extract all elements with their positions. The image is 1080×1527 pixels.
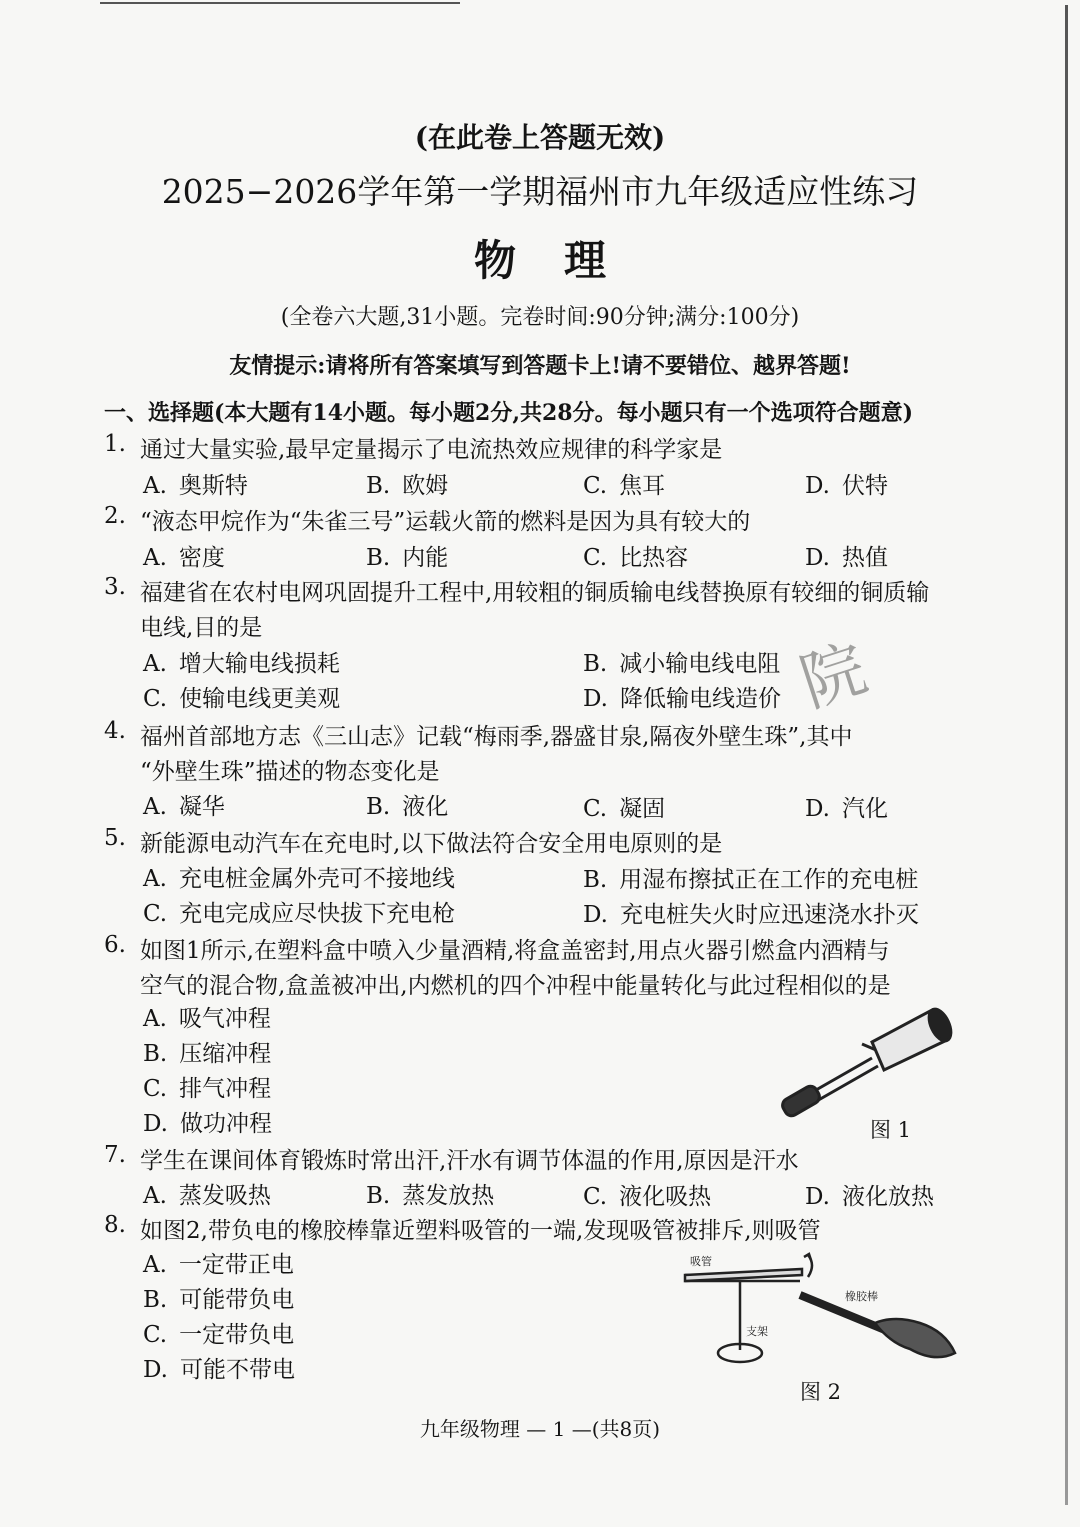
option-d: D. 热值	[805, 545, 888, 571]
answer-invalid-notice: (在此卷上答题无效)	[414, 121, 666, 154]
option-b: B. 可能带负电	[143, 1287, 295, 1313]
option-c: C. 排气冲程	[143, 1076, 272, 1102]
question-text: 福州首部地方志《三山志》记载“梅雨季,器盛甘泉,隔夜外壁生珠”,其中	[140, 724, 853, 750]
option-b: B. 减小输电线电阻	[583, 651, 781, 677]
option-a: A. 增大输电线损耗	[143, 651, 340, 677]
figure-1-caption: 图 1	[870, 1118, 912, 1142]
option-a: A. 奥斯特	[143, 473, 248, 499]
option-c: C. 充电完成应尽快拔下充电枪	[143, 901, 456, 927]
question-number: 1.	[104, 431, 126, 457]
option-b: B. 压缩冲程	[143, 1041, 272, 1067]
question-number: 4.	[104, 718, 126, 744]
figure-1-igniter-box	[772, 1000, 972, 1120]
option-b: B. 液化	[366, 794, 449, 820]
question-text: “液态甲烷作为“朱雀三号”运载火箭的燃料是因为具有较大的	[140, 509, 751, 535]
question-number: 7.	[104, 1142, 126, 1168]
option-b: B. 欧姆	[366, 473, 449, 499]
question-number: 8.	[104, 1212, 126, 1238]
option-d: D. 液化放热	[805, 1184, 934, 1210]
watermark-stamp: 院	[791, 631, 876, 722]
exam-info: (全卷六大题,31小题。完卷时间:90分钟;满分:100分)	[280, 305, 800, 330]
figure-2-straw-label: 吸管	[690, 1255, 712, 1268]
option-c: C. 比热容	[583, 545, 689, 571]
subject-title: 物理	[473, 236, 654, 285]
question-text: 如图1所示,在塑料盒中喷入少量酒精,将盒盖密封,用点火器引燃盒内酒精与	[140, 938, 890, 964]
question-number: 5.	[104, 825, 126, 851]
option-a: A. 凝华	[143, 794, 225, 820]
question-text-continued: 空气的混合物,盒盖被冲出,内燃机的四个冲程中能量转化与此过程相似的是	[140, 973, 891, 999]
option-d: D. 伏特	[805, 473, 888, 499]
option-c: C. 焦耳	[583, 473, 666, 499]
question-text: 新能源电动汽车在充电时,以下做法符合安全用电原则的是	[140, 831, 723, 857]
option-b: B. 用湿布擦拭正在工作的充电桩	[583, 867, 919, 893]
figure-2-caption: 图 2	[800, 1380, 842, 1404]
question-text: 通过大量实验,最早定量揭示了电流热效应规律的科学家是	[140, 437, 723, 463]
option-c: C. 凝固	[583, 796, 666, 822]
option-a: A. 充电桩金属外壳可不接地线	[143, 866, 455, 892]
page-footer: 九年级物理 — 1 —(共8页)	[419, 1417, 661, 1441]
option-d: D. 降低输电线造价	[583, 686, 781, 712]
question-text: 学生在课间体育锻炼时常出汗,汗水有调节体温的作用,原因是汗水	[140, 1148, 799, 1174]
option-c: C. 一定带负电	[143, 1322, 295, 1348]
question-text-continued: 电线,目的是	[140, 615, 263, 641]
option-d: D. 充电桩失火时应迅速浇水扑灭	[583, 902, 919, 928]
option-c: C. 使输电线更美观	[143, 686, 341, 712]
option-d: D. 汽化	[805, 796, 888, 822]
option-b: B. 蒸发放热	[366, 1183, 495, 1209]
option-d: D. 可能不带电	[143, 1357, 295, 1383]
option-a: A. 一定带正电	[143, 1252, 294, 1278]
option-a: A. 密度	[143, 545, 225, 571]
top-edge-line	[100, 2, 460, 4]
figure-2-rod-label: 橡胶棒	[845, 1290, 878, 1303]
option-c: C. 液化吸热	[583, 1184, 712, 1210]
question-text: 如图2,带负电的橡胶棒靠近塑料吸管的一端,发现吸管被排斥,则吸管	[140, 1218, 821, 1244]
option-a: A. 吸气冲程	[143, 1006, 271, 1032]
option-a: A. 蒸发吸热	[143, 1183, 271, 1209]
exam-title: 2025−2026学年第一学期福州市九年级适应性练习	[161, 172, 919, 211]
friendly-tip: 友情提示:请将所有答案填写到答题卡上!请不要错位、越界答题!	[229, 353, 851, 379]
question-number: 3.	[104, 574, 126, 600]
figure-2-stand-label: 支架	[746, 1325, 768, 1338]
option-d: D. 做功冲程	[143, 1111, 272, 1137]
option-b: B. 内能	[366, 545, 449, 571]
figure-2-straw-and-rod	[680, 1245, 970, 1380]
question-number: 2.	[104, 503, 126, 529]
question-text: 福建省在农村电网巩固提升工程中,用较粗的铜质输电线替换原有较细的铜质输	[140, 580, 930, 606]
question-text-continued: “外壁生珠”描述的物态变化是	[140, 759, 440, 785]
section-heading: 一、选择题(本大题有14小题。每小题2分,共28分。每小题只有一个选项符合题意)	[104, 400, 914, 426]
question-number: 6.	[104, 932, 126, 958]
